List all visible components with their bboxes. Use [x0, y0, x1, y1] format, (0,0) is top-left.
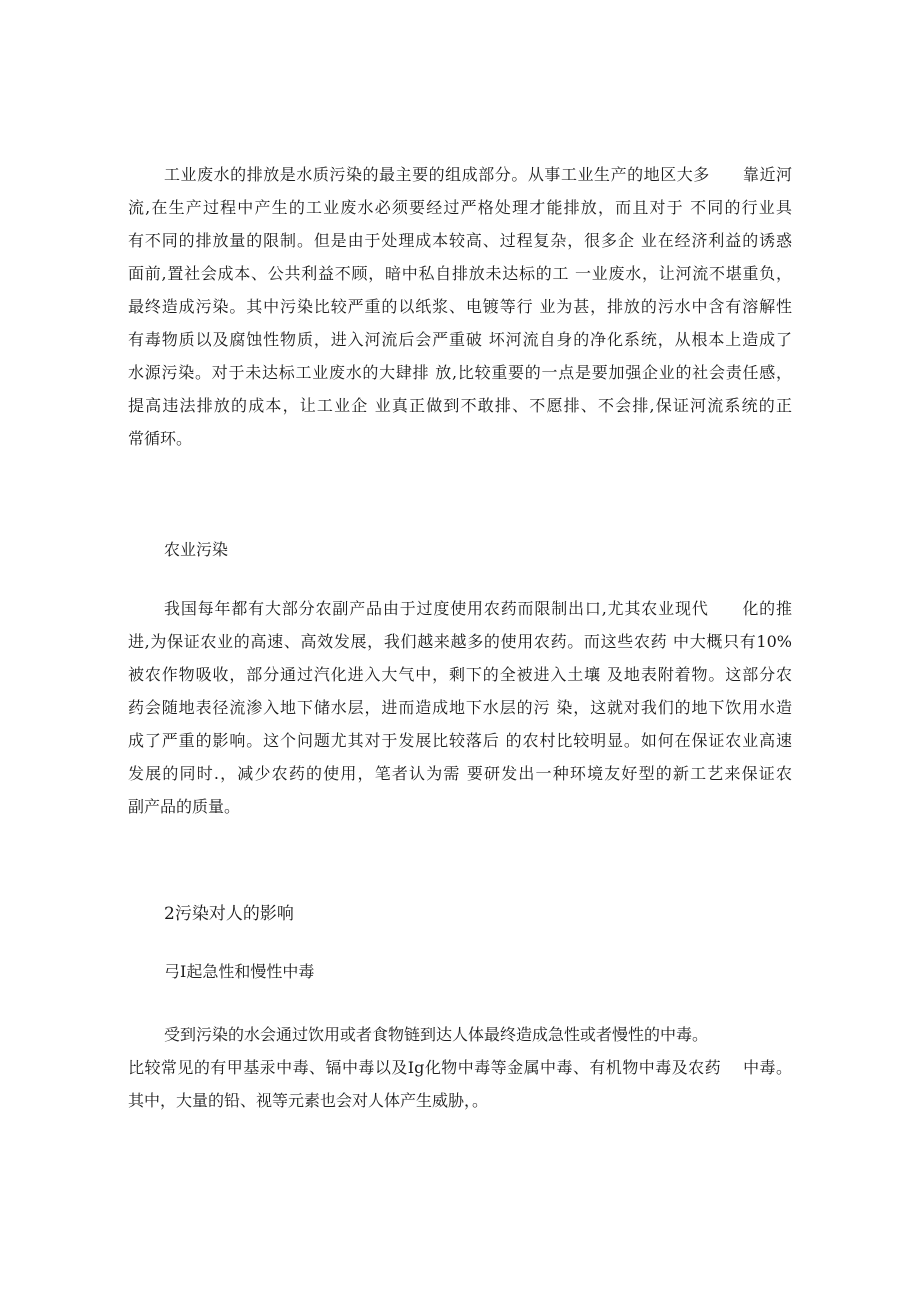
paragraph-line: 比较常见的有甲基汞中毒、镉中毒以及Ig化物中毒等金属中毒、有机物中毒及农药 中毒。 — [128, 1058, 792, 1077]
paragraph-line: 常循环。 — [128, 429, 193, 448]
paragraph-poisoning — [128, 1018, 792, 1117]
subheading-acute-chronic-poisoning: 弓I起急性和慢性中毒 — [164, 962, 315, 981]
paragraph-line: 工业废水的排放是水质污染的最主要的组成部分。从事工业生产的地区大多 靠近河 — [164, 165, 792, 184]
paragraph-line: 副产品的质量。 — [128, 797, 241, 816]
paragraph-industrial-wastewater — [128, 158, 792, 455]
section-heading-effects-on-humans: 2污染对人的影响 — [164, 904, 294, 924]
paragraph-line: 被农作物吸收，部分通过汽化进入大气中，剩下的全被进入土壤 及地表附着物。这部分农 — [128, 665, 792, 684]
paragraph-line: 流,在生产过程中产生的工业废水必须要经过严格处理才能排放，而且对于 不同的行业具 — [128, 198, 792, 217]
paragraph-line: 进,为保证农业的高速、高效发展，我们越来越多的使用农药。而这些农药 中大概只有10% — [128, 632, 792, 651]
paragraph-line: 提高违法排放的成本，让工业企 业真正做到不敢排、不愿排、不会排,保证河流系统的正 — [128, 396, 792, 415]
paragraph-line: 药会随地表径流渗入地下储水层，进而造成地下水层的污 染，这就对我们的地下饮用水造 — [128, 698, 792, 717]
paragraph-line: 我国每年都有大部分农副产品由于过度使用农药而限制出口,尤其农业现代 化的推 — [164, 599, 792, 618]
paragraph-line: 受到污染的水会通过饮用或者食物链到达人体最终造成急性或者慢性的中毒。 — [164, 1025, 709, 1044]
paragraph-line: 有不同的排放量的限制。但是由于处理成本较高、过程复杂，很多企 业在经济利益的诱惑 — [128, 231, 792, 250]
paragraph-line: 成了严重的影响。这个问题尤其对于发展比较落后 的农村比较明显。如何在保证农业高速 — [128, 731, 792, 750]
paragraph-line: 最终造成污染。其中污染比较严重的以纸浆、电镀等行 业为甚，排放的污水中含有溶解性 — [128, 297, 792, 316]
paragraph-line: 发展的同时.，减少农药的使用，笔者认为需 要研发出一种环境友好型的新工艺来保证农 — [128, 764, 792, 783]
paragraph-line: 水源污染。对于未达标工业废水的大肆排 放,比较重要的一点是要加强企业的社会责任感， — [128, 363, 792, 382]
paragraph-line: 面前,置社会成本、公共利益不顾，暗中私自排放未达标的工 一业废水，让河流不堪重负， — [128, 264, 792, 283]
paragraph-line: 有毒物质以及腐蚀性物质，进入河流后会严重破 坏河流自身的净化系统，从根本上造成了 — [128, 330, 792, 349]
paragraph-line: 其中，大量的铅、视等元素也会对人体产生威胁，。 — [128, 1091, 489, 1110]
heading-agricultural-pollution: 农业污染 — [164, 540, 229, 559]
paragraph-agricultural-pollution — [128, 592, 792, 823]
